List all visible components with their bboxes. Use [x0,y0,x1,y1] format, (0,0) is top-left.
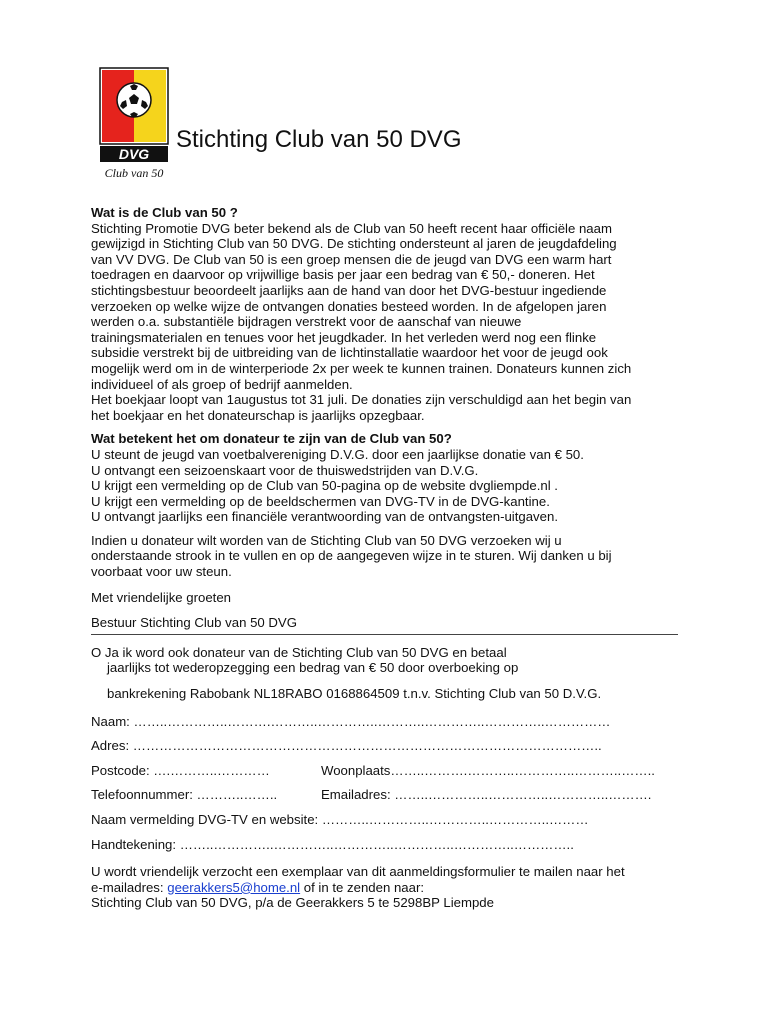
cut-line [91,634,678,635]
text-line: het boekjaar en het donateurschap is jaarlijks opzegbaar. [91,407,425,423]
vermelding-field[interactable]: Naam vermelding DVG-TV en website: ………..…………..…………..…………..……… [91,812,589,827]
email-link[interactable]: geerakkers5@home.nl [167,879,301,895]
benefit-line: U krijgt een vermelding op de Club van 50-pagina op de website dvgliempde.nl . [91,478,558,494]
text-line: mogelijk werd om in de winterperiode 2x per week te kunnen trainen. Donateurs kunnen zich [91,360,632,376]
section1-text [91,221,691,424]
benefit-line: U steunt de jeugd van voetbalvereniging D.V.G. door een jaarlijkse donatie van € 50. [91,446,584,462]
invite-line: Indien u donateur wilt worden van de Stichting Club van 50 DVG verzoeken wij u [91,532,562,548]
section2-heading: Wat betekent het om donateur te zijn van de Club van 50? [91,431,452,447]
handtekening-field[interactable]: Handtekening: ……..…………..…………..…………..…………..…………..………….. [91,836,574,852]
text-line: subsidie verstrekt bij de uitbreiding van de lichtinstallatie waardoor het voor de jeugd ook [91,345,608,361]
club-logo [92,66,174,182]
logo-brand: DVG [118,146,150,162]
closing-line: U wordt vriendelijk verzocht een exemplaar van dit aanmeldingsformulier te mailen naar het [91,864,625,880]
consent-checkbox-line[interactable]: O Ja ik word ook donateur van de Stichting Club van 50 DVG en betaal [91,644,507,660]
telefoon-field[interactable]: Telefoonnummer: ………..…….. [91,787,278,803]
text-line: trainingsmaterialen en tenues voor het jeugdkader. In het verleden werd nog een flinke [91,329,597,345]
greeting: Met vriendelijke groeten [91,589,232,605]
invite-text [91,533,691,580]
benefit-line: U ontvangt jaarlijks een financiële verantwoording van de ontvangsten-uitgaven. [91,509,558,525]
telefoon-row [91,787,691,803]
invite-line: voorbaat voor uw steun. [91,564,232,580]
benefit-line: U krijgt een vermelding op de beeldschermen van DVG-TV in de DVG-kantine. [91,493,550,509]
adres-field[interactable]: Adres: …………………………………………………………………………………………….. [91,738,602,754]
text-line: verzoeken op welke wijze de ontvangen donaties besteed worden. In de afgelopen jaren [91,298,607,314]
woonplaats-field[interactable]: Woonplaats……..……….………..…………..………..…….. [321,762,655,778]
closing-prefix: e-mailadres: [91,879,168,895]
text-line: Het boekjaar loopt van 1augustus tot 31 juli. De donaties zijn verschuldigd aan het begin van [91,392,632,408]
page-title: Stichting Club van 50 DVG [176,126,462,154]
postcode-field[interactable]: Postcode: ….………..………… [91,762,270,778]
consent-line-2: jaarlijks tot wederopzegging een bedrag van € 50 door overboeking op [107,660,519,676]
text-line: individueel of als groep of bedrijf aanmelden. [91,376,353,392]
section2-text [91,447,691,525]
benefit-line: U ontvangt een seizoenskaart voor de thuiswedstrijden van D.V.G. [91,462,479,478]
text-line: toedragen en daarvoor op vrijwillige basis per jaar een bedrag van € 50,- doneren. Het [91,267,595,283]
naam-field[interactable]: Naam: ……..…………..……….………..…………..………..…………..…………..…………… [91,713,611,729]
logo-subtitle: Club van 50 [104,166,164,180]
document-body [91,205,691,911]
section1-heading: Wat is de Club van 50 ? [91,205,238,220]
text-line: Stichting Promotie DVG beter bekend als de Club van 50 heeft recent haar officiële naam [91,220,612,236]
closing-suffix: of in te zenden naar: [300,879,425,895]
text-line: van VV DVG. De Club van 50 is een groep mensen die de jeugd van DVG een warm hart [91,251,612,267]
signature: Bestuur Stichting Club van 50 DVG [91,615,297,631]
invite-line: onderstaande strook in te vullen en op de aangegeven wijze in te sturen. Wij danken u bij [91,548,612,564]
text-line: gewijzigd in Stichting Club van 50 DVG. De stichting ondersteunt al jaren de jeugdafdeling [91,236,617,252]
bank-line: bankrekening Rabobank NL18RABO 0168864509 t.n.v. Stichting Club van 50 D.V.G. [107,686,602,702]
text-line: stichtingsbestuur beoordeelt jaarlijks aan de hand van door het DVG-bestuur ingediende [91,282,607,298]
closing-email-line [91,880,691,896]
address-line: Stichting Club van 50 DVG, p/a de Geerakkers 5 te 5298BP Liempde [91,895,494,911]
email-field[interactable]: Emailadres: ……..…………..…………..…………..………. [321,787,652,803]
text-line: werden o.a. substantiële bijdragen verstrekt voor de aanschaf van nieuwe [91,314,522,330]
postcode-row [91,763,691,779]
